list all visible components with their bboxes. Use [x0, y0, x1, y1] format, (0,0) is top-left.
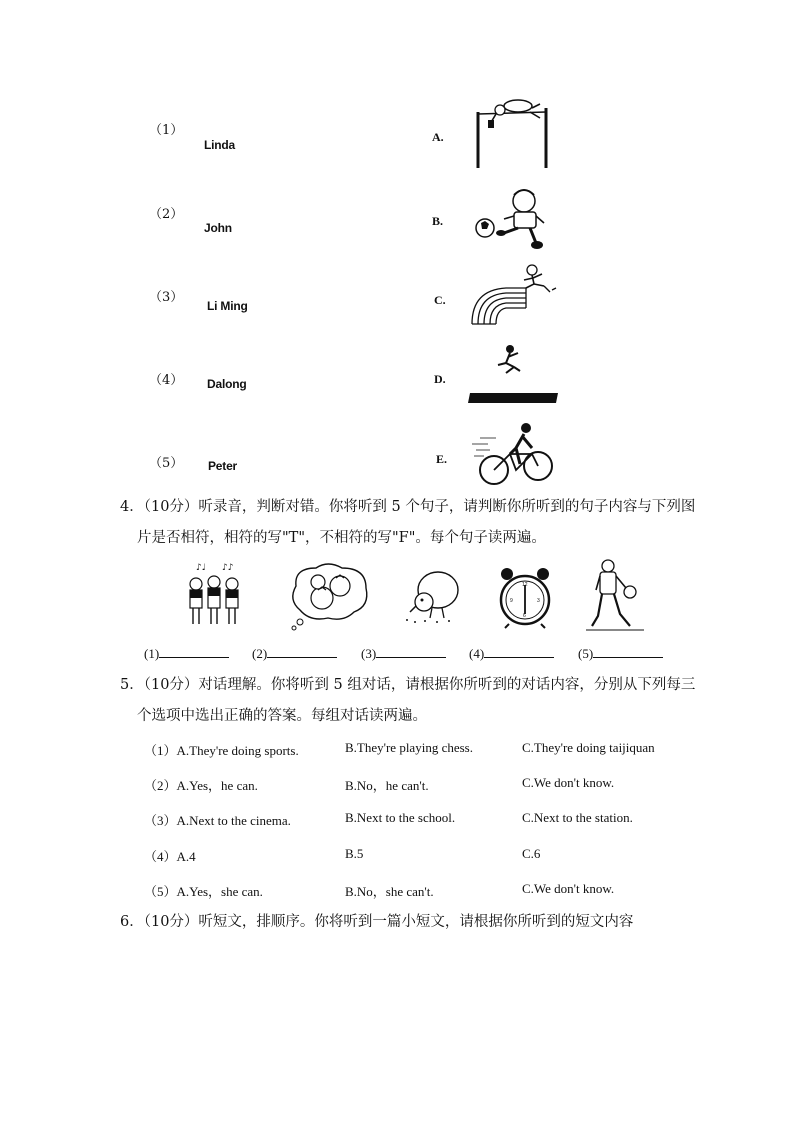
- q4-blank-5[interactable]: (5): [578, 646, 663, 662]
- q5-option-4a[interactable]: （4）A.4: [144, 849, 196, 864]
- svg-text:9: 9: [510, 598, 513, 604]
- match-name: Li Ming: [207, 299, 248, 313]
- match-name: John: [204, 221, 232, 235]
- q5-option-2a[interactable]: （2）A.Yes，he can.: [144, 778, 258, 793]
- match-option: E.: [436, 452, 448, 466]
- long-jump-icon: [466, 343, 560, 407]
- q4-blank-1[interactable]: (1): [144, 646, 229, 662]
- chick-icon: [402, 566, 466, 628]
- q5-instruction-line2: 个选项中选出正确的答案。每组对话读两遍。: [137, 708, 427, 724]
- singing-girls-icon: [184, 560, 250, 628]
- match-option: B.: [432, 214, 444, 228]
- q5-option-3c[interactable]: C.Next to the station.: [522, 810, 633, 825]
- q4-blank-4[interactable]: (4): [469, 646, 554, 662]
- q5-option-5b[interactable]: B.No，she can't.: [345, 884, 434, 899]
- svg-text:3: 3: [537, 598, 540, 604]
- football-kick-icon: [474, 185, 550, 251]
- match-number: （4）: [149, 373, 184, 388]
- q5-instruction-line1: 5．（10分）对话理解。你将听到 5 组对话，请根据你所听到的对话内容，分别从下列每三: [120, 677, 696, 693]
- cycling-icon: [470, 420, 556, 486]
- q5-option-1c[interactable]: C.They're doing taijiquan: [522, 740, 655, 755]
- tomatoes-icon: [288, 560, 370, 632]
- high-jump-icon: [474, 98, 552, 170]
- svg-text:♪♩: ♪♩: [196, 563, 206, 573]
- q4-instruction-line1: 4．（10分）听录音，判断对错。你将听到 5 个句子，请判断你所听到的句子内容与下列图: [120, 499, 696, 515]
- basketball-player-icon: [586, 558, 648, 632]
- q4-blank-2[interactable]: (2): [252, 646, 337, 662]
- svg-text:12: 12: [522, 582, 528, 588]
- q5-option-5a[interactable]: （5）A.Yes，she can.: [144, 884, 263, 899]
- q5-option-2b[interactable]: B.No，he can't.: [345, 778, 429, 793]
- q6-instruction-line1: 6．（10分）听短文，排顺序。你将听到一篇小短文，请根据你所听到的短文内容: [120, 914, 634, 930]
- alarm-clock-icon: [497, 566, 553, 630]
- svg-text:6: 6: [523, 613, 526, 619]
- q5-option-1a[interactable]: （1）A.They're doing sports.: [144, 743, 299, 758]
- match-name: Dalong: [207, 377, 247, 391]
- svg-text:♪♪: ♪♪: [222, 563, 234, 573]
- q5-option-2c[interactable]: C.We don't know.: [522, 775, 615, 790]
- match-number: （5）: [149, 456, 184, 471]
- q4-instruction-line2: 片是否相符，相符的写"T"，不相符的写"F"。每个句子读两遍。: [137, 530, 546, 546]
- q5-option-3a[interactable]: （3）A.Next to the cinema.: [144, 813, 291, 828]
- match-name: Linda: [204, 138, 235, 152]
- q5-option-4c[interactable]: C.6: [522, 846, 541, 861]
- match-option: C.: [434, 293, 446, 307]
- q4-blank-3[interactable]: (3): [361, 646, 446, 662]
- q5-option-4b[interactable]: B.5: [345, 846, 364, 861]
- match-number: （2）: [149, 207, 184, 222]
- match-number: （1）: [149, 123, 184, 138]
- match-option: A.: [432, 130, 444, 144]
- running-track-icon: [466, 262, 562, 328]
- q5-option-3b[interactable]: B.Next to the school.: [345, 810, 456, 825]
- q5-option-1b[interactable]: B.They're playing chess.: [345, 740, 473, 755]
- match-option: D.: [434, 372, 446, 386]
- match-number: （3）: [149, 290, 184, 305]
- match-name: Peter: [208, 459, 238, 473]
- q5-option-5c[interactable]: C.We don't know.: [522, 881, 615, 896]
